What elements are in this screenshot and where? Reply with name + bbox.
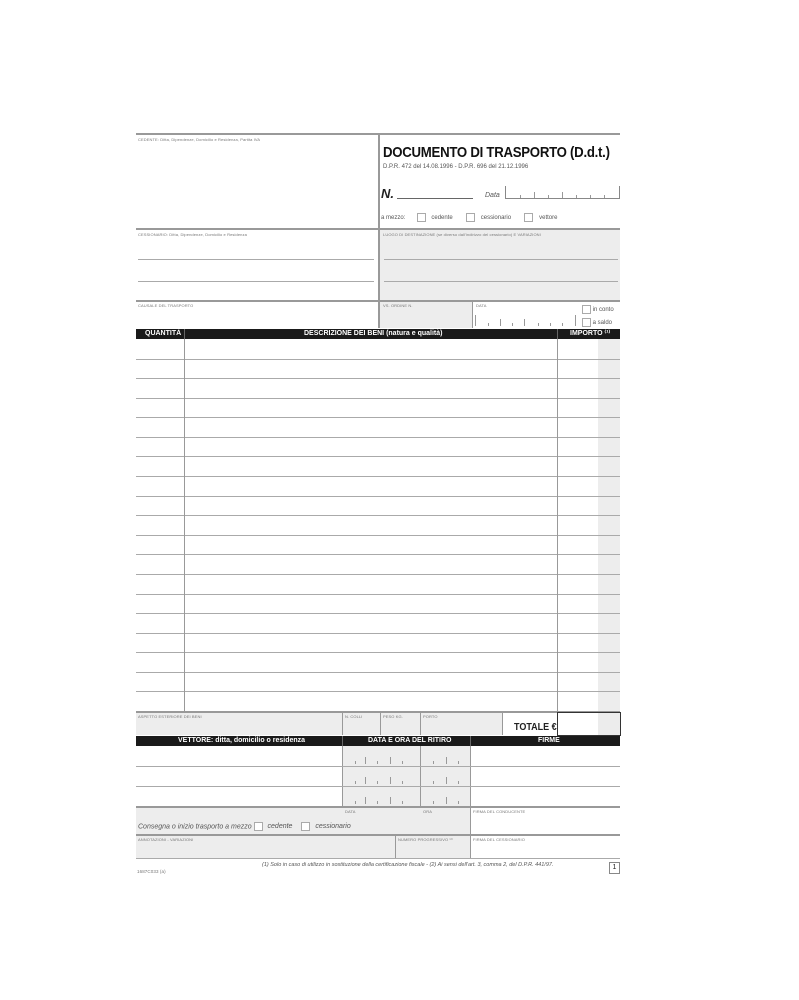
vettore-option: vettore <box>539 215 558 222</box>
ritiro-datetime-area[interactable] <box>343 746 470 806</box>
ordine-label: VS. ORDINE N. <box>383 303 413 308</box>
progressivo-divider <box>395 836 396 858</box>
tick-mark <box>458 801 459 804</box>
porto-label: PORTO <box>423 714 438 719</box>
consegna-row <box>138 822 351 831</box>
a-saldo-option <box>582 318 612 327</box>
descrizione-header: DESCRIZIONE DEI BENI (natura e qualità) <box>304 330 443 337</box>
cedente-field[interactable] <box>136 135 378 227</box>
vettore-checkbox[interactable] <box>524 213 533 222</box>
table-row-line <box>136 417 620 418</box>
importo-column-divider <box>557 339 558 711</box>
ritiro-right-divider <box>470 746 471 834</box>
table-row-line <box>136 691 620 692</box>
data-label: DATA <box>345 809 356 814</box>
table-row-line <box>136 574 620 575</box>
numero-progressivo-label: NUMERO PROGRESSIVO ⁽²⁾ <box>398 837 454 842</box>
ordine-date-input[interactable] <box>475 315 576 326</box>
vettore-sep-1 <box>342 736 343 746</box>
cessionario-field[interactable] <box>136 230 378 300</box>
tick-mark <box>433 781 434 784</box>
firma-cessionario-divider <box>470 834 471 858</box>
tick-mark <box>458 781 459 784</box>
cessionario-line-1 <box>138 259 374 260</box>
annotazioni-label: ANNOTAZIONI - VARIAZIONI <box>138 837 194 842</box>
porto-divider <box>420 713 421 735</box>
header-sep-1 <box>184 329 185 339</box>
table-row-line <box>136 398 620 399</box>
table-row-line <box>136 652 620 653</box>
number-input[interactable] <box>397 198 473 199</box>
firma-conducente-field[interactable] <box>473 808 620 834</box>
number-label: N. <box>381 186 394 201</box>
data-ora-header: DATA E ORA DEL RITIRO <box>368 737 452 744</box>
date-label: Data <box>485 192 500 199</box>
document-title: DOCUMENTO DI TRASPORTO (D.d.t.) <box>383 144 610 161</box>
table-row-line <box>136 554 620 555</box>
luogo-line-2 <box>384 281 618 282</box>
page-number: 1 <box>609 862 620 874</box>
in-conto-option <box>582 305 614 314</box>
quantita-column-divider <box>184 339 185 711</box>
tick-mark <box>446 757 447 764</box>
a-mezzo-label: a mezzo: <box>381 215 406 222</box>
tick-mark <box>355 781 356 784</box>
cedente-label: CEDENTE: Ditta, Dipendenze, Domicilio e Residenza, Partita IVA <box>138 137 261 142</box>
cessionario-checkbox[interactable] <box>466 213 475 222</box>
tick-mark <box>355 761 356 764</box>
a-saldo-label: a saldo <box>592 320 613 327</box>
totale-label: TOTALE € <box>514 722 557 733</box>
a-mezzo-row <box>381 213 557 222</box>
goods-table-body[interactable] <box>136 339 620 711</box>
vettore-header: VETTORE: ditta, domicilio o residenza <box>178 737 306 744</box>
luogo-label: LUOGO DI DESTINAZIONE (se diverso dall'indirizzo del cessionario) E VARIAZIONI <box>383 232 541 237</box>
tick-mark <box>402 801 403 804</box>
ordine-data-label: DATA <box>476 303 487 308</box>
table-row-line <box>136 378 620 379</box>
cessionario-label: CESSIONARIO: Ditta, Dipendenze, Domicilio e Residenza <box>138 232 247 237</box>
tick-mark <box>365 757 366 764</box>
colli-label: N. COLLI <box>345 714 363 719</box>
goods-table-header <box>136 329 620 339</box>
tick-mark <box>365 777 366 784</box>
consegna-cedente-option: cedente <box>267 823 293 831</box>
date-input[interactable] <box>505 186 620 199</box>
firma-cessionario-field[interactable] <box>473 836 620 858</box>
firma-cessionario-label: FIRMA DEL CESSIONARIO <box>473 837 525 842</box>
table-row-line <box>136 515 620 516</box>
tick-mark <box>433 801 434 804</box>
tick-mark <box>377 781 378 784</box>
footnote: (1) Solo in caso di utilizzo in sostituzione della certificazione fiscale - (2) Ai sensi dell'art. 3, comma 2, del D.P.R. 441/97. <box>262 862 554 868</box>
tick-mark <box>390 797 391 804</box>
tick-mark <box>458 761 459 764</box>
tick-mark <box>377 801 378 804</box>
table-row-line <box>136 633 620 634</box>
quantita-header: QUANTITÀ <box>145 330 182 337</box>
header-sep-2 <box>557 329 558 339</box>
totale-divider <box>502 713 503 735</box>
table-row-line <box>136 613 620 614</box>
totale-input[interactable] <box>557 712 621 736</box>
tick-mark <box>355 801 356 804</box>
cedente-checkbox[interactable] <box>417 213 426 222</box>
table-row-line <box>136 672 620 673</box>
vettore-header-bar <box>136 736 620 746</box>
firma-conducente-label: FIRMA DEL CONDUCENTE <box>473 809 526 814</box>
tick-mark <box>390 757 391 764</box>
tick-mark <box>377 761 378 764</box>
table-row-line <box>136 456 620 457</box>
ora-label: ORA <box>423 809 432 814</box>
table-row-line <box>136 359 620 360</box>
luogo-destinazione-field[interactable] <box>380 230 620 301</box>
in-conto-checkbox[interactable] <box>582 305 591 314</box>
importo-header: IMPORTO ⁽¹⁾ <box>570 330 611 337</box>
tick-mark <box>402 761 403 764</box>
cedente-option: cedente <box>431 215 453 222</box>
in-conto-label: in conto <box>592 307 614 314</box>
cessionario-option: cessionario <box>480 215 512 222</box>
table-row-line <box>136 535 620 536</box>
tick-mark <box>433 761 434 764</box>
table-row-line <box>136 594 620 595</box>
consegna-cedente-checkbox[interactable] <box>254 822 263 831</box>
consegna-label: Consegna o inizio trasporto a mezzo <box>138 823 252 831</box>
table-row-line <box>136 496 620 497</box>
table-row-line <box>136 437 620 438</box>
peso-label: PESO KG. <box>383 714 403 719</box>
vettore-line-2 <box>136 786 620 787</box>
causale-label: CAUSALE DEL TRASPORTO <box>138 303 194 308</box>
document-subtitle: D.P.R. 472 del 14.08.1996 - D.P.R. 696 del 21.12.1996 <box>383 164 529 170</box>
tick-mark <box>365 797 366 804</box>
ordine-divider <box>472 302 473 328</box>
consegna-cessionario-checkbox[interactable] <box>301 822 310 831</box>
cessionario-line-2 <box>138 281 374 282</box>
tick-mark <box>446 797 447 804</box>
colli-divider <box>342 713 343 735</box>
tick-mark <box>402 781 403 784</box>
causale-field[interactable] <box>136 302 378 328</box>
bottom-border <box>136 858 620 859</box>
tick-mark <box>446 777 447 784</box>
peso-divider <box>380 713 381 735</box>
vettore-line-1 <box>136 766 620 767</box>
table-row-line <box>136 476 620 477</box>
tick-mark <box>390 777 391 784</box>
aspetto-label: ASPETTO ESTERIORE DEI BENI <box>138 714 202 719</box>
consegna-cessionario-option: cessionario <box>315 823 351 831</box>
vettore-sep-2 <box>470 736 471 746</box>
a-saldo-checkbox[interactable] <box>582 318 591 327</box>
firme-header: FIRME <box>538 737 560 744</box>
luogo-line-1 <box>384 259 618 260</box>
form-code: 1687C033 (a) <box>137 869 166 874</box>
